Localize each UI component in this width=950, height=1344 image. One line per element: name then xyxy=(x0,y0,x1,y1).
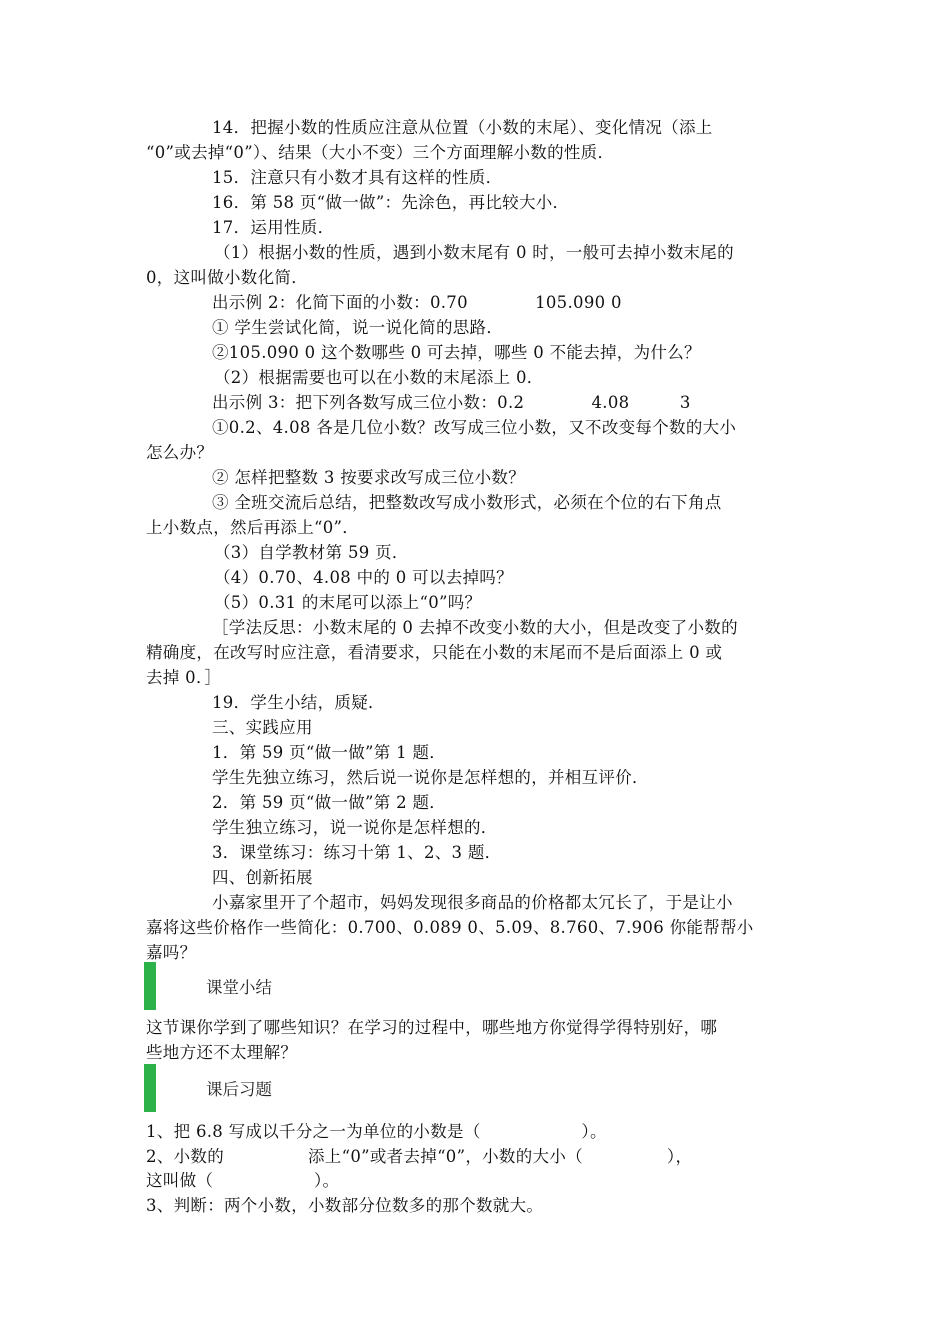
summary-section-title: 课堂小结 xyxy=(206,978,272,997)
exercise-line: 2、小数的 添上“0”或者去掉“0”，小数的大小（ ）， xyxy=(146,1147,693,1166)
text-line: 0，这叫做小数化简． xyxy=(146,268,308,287)
exercise-line: 3、判断：两个小数，小数部分位数多的那个数就大。 xyxy=(146,1196,544,1215)
text-line: 小嘉家里开了个超市，妈妈发现很多商品的价格都太冗长了，于是让小 xyxy=(212,893,733,912)
text-line: ①0.2、4.08 各是几位小数？改写成三位小数，又不改变每个数的大小 xyxy=(212,418,737,437)
text-line: 16．第 58 页“做一做”：先涂色，再比较大小． xyxy=(212,193,570,212)
text-line: 出示例 3：把下列各数写成三位小数：0.2 4.08 3 xyxy=(212,393,691,412)
text-line: 些地方还不太理解？ xyxy=(146,1043,298,1062)
text-line: （5）0.31 的末尾可以添上“0”吗？ xyxy=(214,593,482,612)
text-line: （4）0.70、4.08 中的 0 可以去掉吗？ xyxy=(214,568,513,587)
text-line: 去掉 0．］ xyxy=(146,668,222,687)
text-line: 这节课你学到了哪些知识？在学习的过程中，哪些地方你觉得学得特别好，哪 xyxy=(146,1018,718,1037)
text-line: （1）根据小数的性质，遇到小数末尾有 0 时，一般可去掉小数末尾的 xyxy=(214,243,734,262)
exercise-line: 1、把 6.8 写成以千分之一为单位的小数是（ ）。 xyxy=(146,1122,607,1141)
text-line: 精确度，在改写时应注意，看清要求，只能在小数的末尾而不是后面添上 0 或 xyxy=(146,643,723,662)
text-line: 嘉吗？ xyxy=(146,943,197,962)
text-line: （3）自学教材第 59 页． xyxy=(214,543,409,562)
text-line: 15．注意只有小数才具有这样的性质． xyxy=(212,168,503,187)
text-line: 17．运用性质． xyxy=(212,218,335,237)
section-accent-bar xyxy=(144,962,156,1010)
text-line: 学生独立练习，说一说你是怎样想的． xyxy=(212,818,498,837)
text-line: 上小数点，然后再添上“0”． xyxy=(146,518,360,537)
text-line: 14．把握小数的性质应注意从位置（小数的末尾）、变化情况（添上 xyxy=(212,118,713,137)
text-line: 学生先独立练习，然后说一说你是怎样想的，并相互评价． xyxy=(212,768,649,787)
exercise-section-title: 课后习题 xyxy=(206,1080,272,1099)
text-line: ②105.090 0 这个数哪些 0 可去掉，哪些 0 不能去掉，为什么？ xyxy=(212,343,701,362)
text-line: 3．课堂练习：练习十第 1、2、3 题． xyxy=(212,843,502,862)
text-line: 19．学生小结，质疑． xyxy=(212,693,385,712)
text-line: 怎么办？ xyxy=(146,443,214,462)
text-line: （2）根据需要也可以在小数的末尾添上 0． xyxy=(214,368,544,387)
text-line: “0”或去掉“0”）、结果（大小不变）三个方面理解小数的性质． xyxy=(146,143,615,162)
text-line: 三、实践应用 xyxy=(212,718,313,737)
text-line: ② 怎样把整数 3 按要求改写成三位小数？ xyxy=(212,468,526,487)
exercise-line: 这叫做（ ）。 xyxy=(146,1171,340,1190)
text-line: 四、创新拓展 xyxy=(212,868,313,887)
text-line: ［学法反思：小数末尾的 0 去掉不改变小数的大小，但是改变了小数的 xyxy=(212,618,738,637)
text-line: ③ 全班交流后总结，把整数改写成小数形式，必须在个位的右下角点 xyxy=(212,493,722,512)
text-line: 嘉将这些价格作一些简化：0.700、0.089 0、5.09、8.760、7.906 你能帮帮小 xyxy=(146,918,754,937)
text-line: 2．第 59 页“做一做”第 2 题． xyxy=(212,793,447,812)
text-line: 出示例 2：化简下面的小数：0.70 105.090 0 xyxy=(212,293,622,312)
section-accent-bar xyxy=(144,1064,156,1112)
text-line: 1．第 59 页“做一做”第 1 题． xyxy=(212,743,447,762)
text-line: ① 学生尝试化简，说一说化简的思路． xyxy=(212,318,504,337)
